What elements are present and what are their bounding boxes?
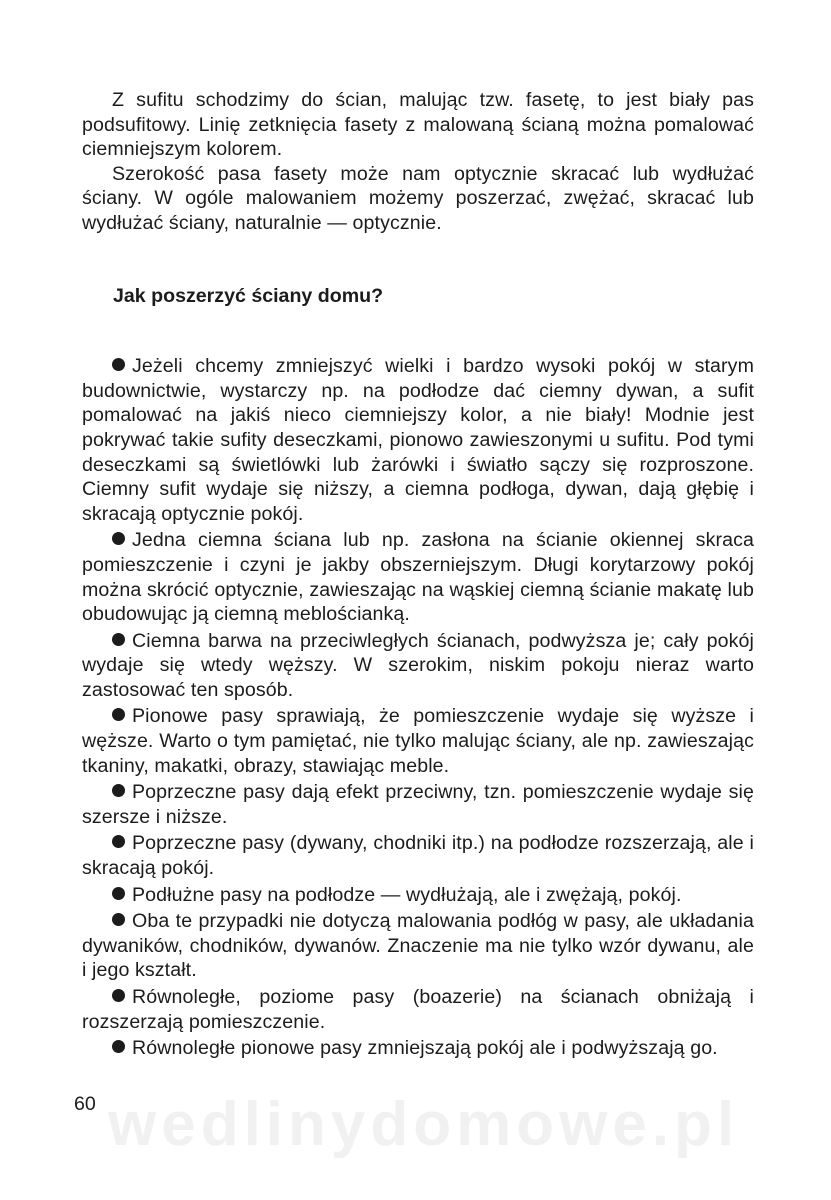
bullet-text: Równoległe, poziome pasy (boazerie) na ścianach obniżają i rozszerzają pomieszczenie. <box>82 986 754 1033</box>
bullet-dot-icon <box>112 1040 125 1053</box>
bullet-dot-icon <box>112 989 125 1002</box>
bullet-dot-icon <box>112 708 125 721</box>
bullet-dot-icon <box>112 358 125 371</box>
bullet-item <box>82 985 754 1034</box>
bullet-dot-icon <box>112 633 125 646</box>
bullet-item <box>82 528 754 626</box>
bullet-item <box>82 883 754 908</box>
intro-section <box>82 88 754 236</box>
bullet-text: Pionowe pasy sprawiają, że pomieszczenie wydaje się wyższe i węższe. Warto o tym pamiętać, nie tylko malując ściany, ale np. zawieszając tkaniny, makatki, obrazy, stawiając meble. <box>82 705 754 777</box>
section-heading: Jak poszerzyć ściany domu? <box>113 284 384 307</box>
bullet-item <box>82 1036 754 1061</box>
page-number: 60 <box>74 1093 96 1115</box>
bullet-item <box>82 909 754 983</box>
bullet-item <box>82 704 754 778</box>
intro-paragraph: Z sufitu schodzimy do ścian, malując tzw. fasetę, to jest biały pas podsufitowy. Linię zetknięcia fasety z malowaną ścianą można pomalować ciemniejszym kolorem. <box>82 89 754 161</box>
page-content <box>82 88 754 1063</box>
bullet-text: Poprzeczne pasy dają efekt przeciwny, tzn. pomieszczenie wydaje się szersze i niższe. <box>82 781 754 828</box>
intro-paragraph: Szerokość pasa fasety może nam optycznie skracać lub wydłużać ściany. W ogóle malowaniem możemy poszerzać, zwężać, skracać lub wydłużać ściany, naturalnie — optycznie. <box>82 162 754 234</box>
bullet-text: Podłużne pasy na podłodze — wydłużają, ale i zwężają, pokój. <box>132 883 682 906</box>
bullet-text: Ciemna barwa na przeciwległych ścianach, podwyższa je; cały pokój wydaje się wtedy węższy. W szerokim, niskim pokoju nieraz warto zastosować ten sposób. <box>82 629 754 701</box>
bullet-dot-icon <box>112 835 125 848</box>
bullet-item <box>82 629 754 703</box>
bullet-text: Jedna ciemna ściana lub np. zasłona na ścianie okiennej skraca pomieszczenie i czyni je jakby obszerniejszym. Długi korytarzowy pokój można skrócić optycznie, zawieszając na wąskiej ciemną ścianie makatę lub obudowując ją ciemną meblościanką. <box>82 529 754 626</box>
bullet-dot-icon <box>112 887 125 900</box>
bullet-dot-icon <box>112 532 125 545</box>
bullet-dot-icon <box>112 913 125 926</box>
bullet-text: Oba te przypadki nie dotyczą malowania podłóg w pasy, ale układania dywaników, chodników, dywanów. Znaczenie ma nie tylko wzór dywanu, ale i jego kształt. <box>82 910 754 982</box>
bullet-dot-icon <box>112 784 125 797</box>
bullet-text: Jeżeli chcemy zmniejszyć wielki i bardzo wysoki pokój w starym budownictwie, wystarczy np. na podłodze dać ciemny dywan, a sufit pomalować na jakiś nieco ciemniejszy kolor, a nie biały! Modnie jest pokrywać takie sufity deseczkami, pionowo zawieszonymi u sufitu. Pod tymi deseczkami są świetlówki lub żarówki i światło sączy się rozproszone. Ciemny sufit wydaje się niższy, a ciemna podłoga, dywan, dają głębię i skracają optycznie pokój. <box>82 355 754 525</box>
bullet-item <box>82 780 754 829</box>
bullet-item <box>82 831 754 880</box>
bullet-text: Równoległe pionowe pasy zmniejszają pokój ale i podwyższają go. <box>132 1037 718 1060</box>
watermark: wedlinydomowe.pl <box>108 1090 740 1159</box>
bullet-list <box>82 354 754 1061</box>
bullet-text: Poprzeczne pasy (dywany, chodniki itp.) na podłodze rozszerzają, ale i skracają pokój. <box>82 832 754 880</box>
bullet-item <box>82 354 754 526</box>
